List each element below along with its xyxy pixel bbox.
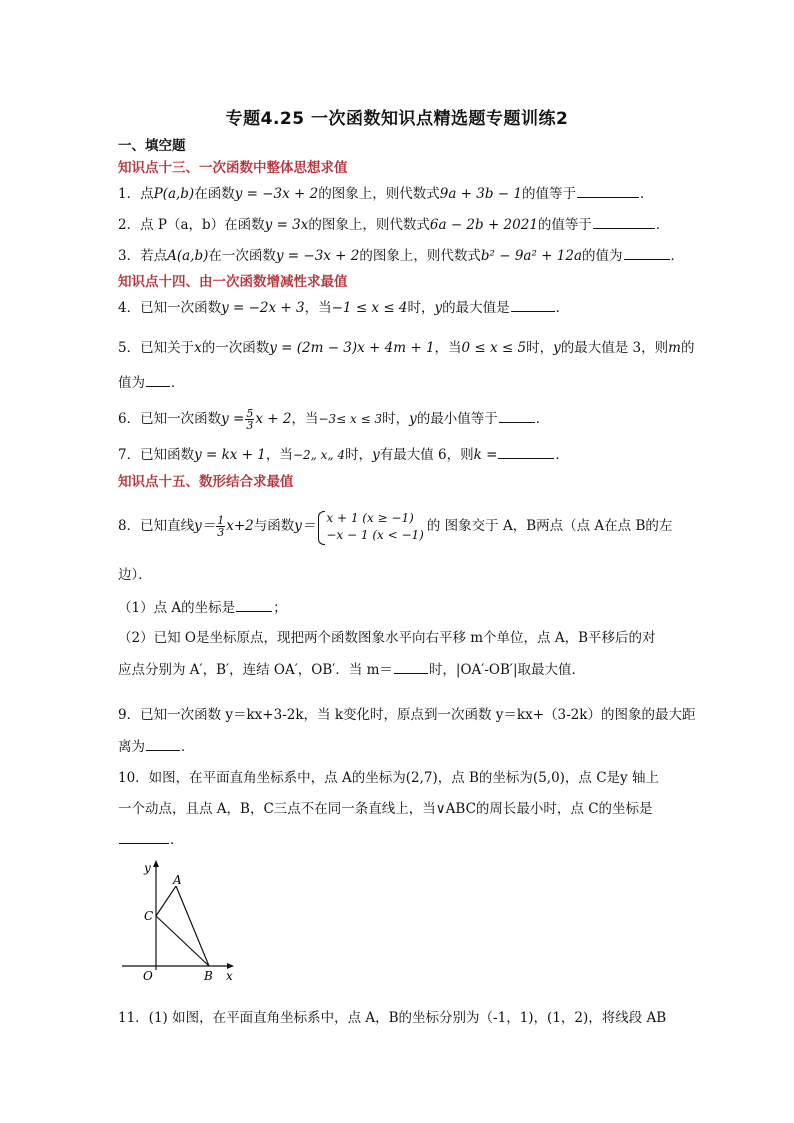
q8-sub2-answer-blank[interactable] xyxy=(394,660,428,674)
q4-function: y = −2x + 3 xyxy=(221,300,305,316)
q1-text-pre: 1．点 xyxy=(118,186,154,202)
q8-text-post: 的 图象交于 A，B两点（点 A在点 B的左 xyxy=(426,518,673,534)
coordinate-figure xyxy=(118,858,238,983)
q5-end: ． xyxy=(171,375,185,391)
q8-sub2b-text: 应点分别为 A′，B′，连结 OA′，OB′．当 m＝ xyxy=(118,662,393,678)
q6-text-pre: 6．已知一次函数 xyxy=(118,411,222,427)
q7-range: −2„ x„ 4 xyxy=(292,448,346,462)
q2-expression: 6a − 2b + 2021 xyxy=(429,217,538,233)
q7-end: ． xyxy=(555,447,569,463)
q2-answer-blank[interactable] xyxy=(593,215,655,229)
q2-end: ． xyxy=(655,217,670,233)
q7-text-post: 有最大值 6，则 xyxy=(379,447,474,463)
q7-k: k = xyxy=(473,447,498,463)
q7-text-pre: 7．已知函数 xyxy=(118,447,195,463)
question-7 xyxy=(118,445,569,465)
point-c-label: C xyxy=(144,909,154,923)
q1-expression: 9a + 3b − 1 xyxy=(439,186,522,202)
point-a-label: A xyxy=(173,873,182,887)
q6-answer-blank[interactable] xyxy=(499,409,535,423)
q7-text-mid2: 时， xyxy=(345,447,373,463)
question-10-line-3 xyxy=(118,830,184,850)
q3-text-post: 的值为 xyxy=(582,248,623,264)
q2-text-post: 的值等于 xyxy=(537,217,592,233)
q5-var-x: x xyxy=(194,340,202,356)
q6-denominator: 3 xyxy=(246,419,254,432)
question-6 xyxy=(118,408,549,431)
question-11: 11．(1) 如图，在平面直角坐标系中，点 A，B的坐标分别为（-1，1)，(1，2)，将线段 AB xyxy=(118,1010,667,1026)
q3-function: y = −3x + 2 xyxy=(275,248,360,264)
q8-case-1: x + 1 (x ≥ −1) xyxy=(326,510,414,525)
q7-function: y = kx + 1 xyxy=(194,447,266,463)
q4-text-pre: 4．已知一次函数 xyxy=(118,300,222,316)
q6-range: −3≤ x ≤ 3 xyxy=(318,412,383,426)
question-8-sub-2a: （2）已知 O是坐标原点，现把两个函数图象水平向右平移 m个单位，点 A，B平移后的对 xyxy=(118,630,656,646)
q2-text-mid: 的图象上，则代数式 xyxy=(308,217,430,233)
question-4 xyxy=(118,298,569,318)
question-8-sub-2b xyxy=(118,660,585,680)
q1-function: y = −3x + 2 xyxy=(234,186,319,202)
page-title: 专题4.25 一次函数知识点精选题专题训练2 xyxy=(225,109,569,129)
q5-text-mid4: 的最大值是 3，则 xyxy=(560,340,669,356)
q8-text-mid: 与函数 xyxy=(253,518,295,534)
q7-var: y xyxy=(372,447,380,463)
question-3 xyxy=(118,246,684,266)
q6-lhs: y = xyxy=(221,411,245,427)
q6-numerator: 5 xyxy=(246,407,254,420)
q5-function: y = (2m − 3)x + 4m + 1 xyxy=(269,340,435,356)
q8-fn: y＝ xyxy=(294,518,316,534)
q6-text-mid2: 时， xyxy=(382,411,410,427)
q1-text-mid: 在函数 xyxy=(194,186,235,202)
q8-numerator: 1 xyxy=(217,514,225,527)
q7-answer-blank[interactable] xyxy=(498,445,554,459)
q8-sub2c-text: 时，|OA′-OB′|取最大值． xyxy=(428,662,586,678)
q9-answer-blank[interactable] xyxy=(146,737,180,751)
q5-range: 0 ≤ x ≤ 5 xyxy=(461,340,527,356)
q5-var-m: m xyxy=(668,340,681,356)
q1-point: P(a,b) xyxy=(153,186,195,202)
question-9-line-2 xyxy=(118,737,195,757)
segment-ca xyxy=(156,886,176,916)
q8-lhs: y＝ xyxy=(194,518,216,534)
question-2 xyxy=(118,215,669,235)
q3-text-mid: 在一次函数 xyxy=(208,248,276,264)
q3-text-pre: 3．若点 xyxy=(118,248,168,264)
q8-brace xyxy=(318,511,325,545)
q3-point: A(a,b) xyxy=(167,248,209,264)
question-9: 9．已知一次函数 y＝kx+3-2k，当 k变化时，原点到一次函数 y＝kx+（3-2k）的图象的最大距 xyxy=(118,707,696,723)
q6-text-mid: ，当 xyxy=(291,411,319,427)
q8-piecewise xyxy=(318,510,423,544)
q4-text-mid: ，当 xyxy=(304,300,332,316)
q6-var: y xyxy=(409,411,417,427)
q5-text-mid3: 时， xyxy=(526,340,554,356)
q5-line2-text: 值为 xyxy=(118,375,145,391)
q10-end: ． xyxy=(170,832,184,848)
segment-ab xyxy=(176,886,209,966)
q1-answer-blank[interactable] xyxy=(577,184,639,198)
point-b-label: B xyxy=(204,969,213,983)
q3-answer-blank[interactable] xyxy=(624,246,670,260)
question-8-line-2: 边）． xyxy=(118,567,152,583)
question-8 xyxy=(118,508,672,544)
topic-heading-13: 知识点十三、一次函数中整体思想求值 xyxy=(118,160,348,176)
topic-heading-15: 知识点十五、数形结合求最值 xyxy=(118,474,294,490)
segment-cb xyxy=(156,916,209,966)
q3-text-mid2: 的图象上，则代数式 xyxy=(359,248,481,264)
q4-text-post: 的最大值是 xyxy=(442,300,510,316)
q5-text-post: 的 xyxy=(680,340,695,356)
q7-text-mid: ，当 xyxy=(265,447,293,463)
q2-function: y = 3x xyxy=(264,217,309,233)
q5-text-mid2: ，当 xyxy=(434,340,462,356)
q8-fraction xyxy=(216,515,225,538)
question-10-line-2: 一个动点，且点 A，B，C三点不在同一条直线上，当∨ABC的周长最小时，点 C的坐标是 xyxy=(118,801,653,817)
q5-var-y: y xyxy=(553,340,561,356)
question-1 xyxy=(118,184,653,204)
question-5 xyxy=(118,338,694,358)
q6-text-post: 的最小值等于 xyxy=(416,411,498,427)
section-heading: 一、填空题 xyxy=(118,138,186,154)
y-axis-label: y xyxy=(144,861,151,875)
question-10: 10．如图，在平面直角坐标系中，点 A的坐标为(2,7)，点 B的坐标为(5,0)，点 C是y 轴上 xyxy=(118,770,659,786)
q8-text-pre: 8．已知直线 xyxy=(118,518,195,534)
q8-case-2: −x − 1 (x < −1) xyxy=(326,527,424,542)
q8-rhs: x+2 xyxy=(226,518,254,534)
q3-end: ． xyxy=(670,248,685,264)
q4-end: ． xyxy=(555,300,570,316)
q9-line2-text: 离为 xyxy=(118,739,145,755)
q4-answer-blank[interactable] xyxy=(511,298,555,312)
q8-denominator: 3 xyxy=(217,526,225,539)
q6-end: ． xyxy=(535,411,550,427)
origin-label: O xyxy=(143,969,153,983)
q6-fraction xyxy=(245,408,254,431)
y-axis-arrow xyxy=(153,860,159,867)
topic-heading-14: 知识点十四、由一次函数增减性求最值 xyxy=(118,274,348,290)
question-5-line-2 xyxy=(118,373,185,393)
q4-range: −1 ≤ x ≤ 4 xyxy=(331,300,408,316)
q4-text-mid2: 时， xyxy=(407,300,435,316)
q4-var: y xyxy=(434,300,443,316)
q8-sub1-end: ； xyxy=(273,600,287,616)
q5-text-pre: 5．已知关于 xyxy=(118,340,195,356)
q5-text-mid: 的一次函数 xyxy=(201,340,270,356)
question-8-sub-1 xyxy=(118,598,287,618)
q9-end: ． xyxy=(181,739,195,755)
q5-answer-blank[interactable] xyxy=(146,373,170,387)
q2-text-pre: 2．点 P（a，b）在函数 xyxy=(118,217,265,233)
x-axis-label: x xyxy=(226,969,233,983)
q8-sub1-answer-blank[interactable] xyxy=(236,598,272,612)
q1-end: ． xyxy=(639,186,654,202)
q3-expression: b² − 9a² + 12a xyxy=(480,248,583,264)
q8-sub1-text: （1）点 A的坐标是 xyxy=(118,600,236,616)
q6-rhs: x + 2 xyxy=(255,411,292,427)
q10-answer-blank[interactable] xyxy=(119,830,169,844)
q1-text-post: 的值等于 xyxy=(521,186,576,202)
q1-text-mid2: 的图象上，则代数式 xyxy=(318,186,440,202)
